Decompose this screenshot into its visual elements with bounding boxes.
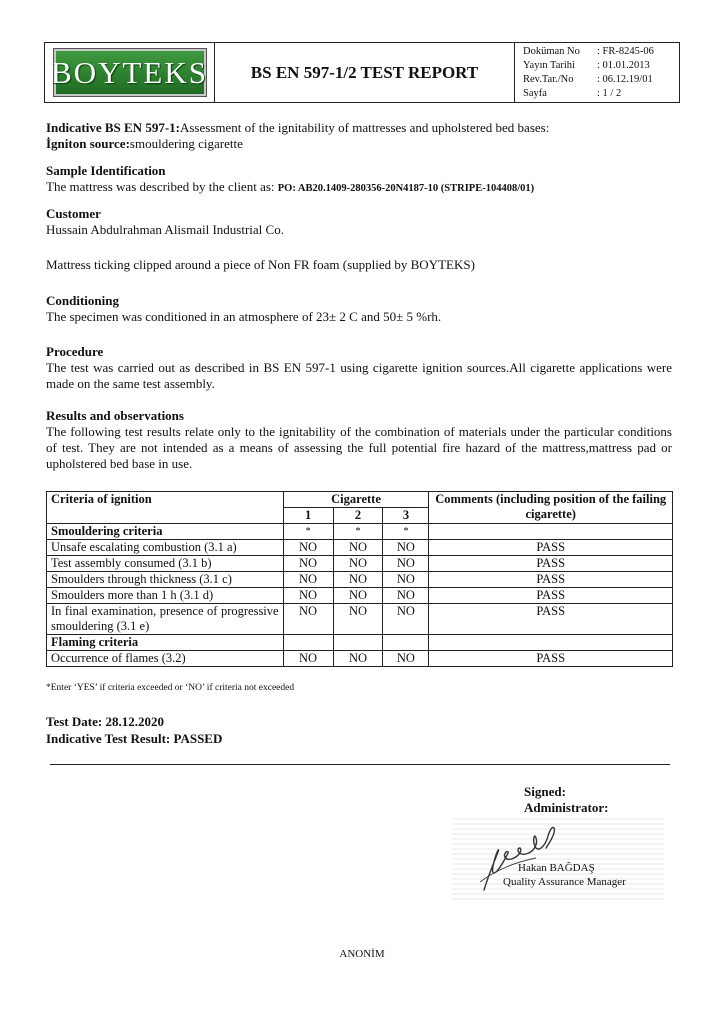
doc-info-row: Yayın Tarihi : 01.01.2013 — [523, 60, 650, 71]
customer-name: Hussain Abdulrahman Alismail Industrial Co. — [46, 222, 284, 237]
intro-section — [46, 120, 672, 152]
results-text: The following test results relate only to the ignitability of the combination of materials under the particular conditions of test. They are not intended as a means of assessing the full potential fire hazard of the mattress,mattress pad or upholstered bed base in use. — [46, 424, 672, 471]
sample-text: The mattress was described by the client as: PO: AB20.1409-280356-20N4187-10 (STRIPE-104408/01) — [46, 179, 535, 194]
star-cell: * — [333, 524, 383, 540]
procedure-heading: Procedure — [46, 344, 104, 359]
table-row: Unsafe escalating combustion (3.1 a) NO NO NO PASS — [47, 540, 673, 556]
signer-name: Hakan BAĞDAŞ — [518, 862, 595, 874]
sample-section — [46, 163, 672, 197]
indicative-line: Indicative BS EN 597-1:Assessment of the ignitability of mattresses and upholstered bed bases: — [46, 120, 550, 135]
table-row: Smoulders more than 1 h (3.1 d) NO NO NO PASS — [47, 588, 673, 604]
signed-label: Signed: — [524, 784, 566, 799]
criteria-header: Criteria of ignition — [47, 492, 284, 524]
results-table — [46, 491, 673, 667]
cigarette-2: 2 — [333, 508, 383, 524]
procedure-text: The test was carried out as described in BS EN 597-1 using cigarette ignition sources.All cigarette applications were made on the same test assembly. — [46, 360, 672, 391]
report-header — [44, 42, 680, 103]
document-info — [515, 43, 679, 102]
star-cell: * — [383, 524, 429, 540]
cigarette-1: 1 — [283, 508, 333, 524]
table-header-row — [47, 492, 673, 508]
table-footnote: *Enter ‘YES’ if criteria exceeded or ‘NO’ if criteria not exceeded — [46, 683, 295, 693]
smouldering-heading-row — [47, 524, 673, 540]
doc-info-row: Doküman No : FR-8245-06 — [523, 46, 654, 57]
signer-title: Quality Assurance Manager — [503, 876, 626, 888]
customer-heading: Customer — [46, 206, 101, 221]
footer-classification: ANONİM — [339, 948, 385, 960]
test-result: Indicative Test Result: PASSED — [46, 731, 223, 746]
smouldering-heading: Smouldering criteria — [47, 524, 284, 540]
results-heading: Results and observations — [46, 408, 184, 423]
customer-section — [46, 206, 672, 238]
table-row: Test assembly consumed (3.1 b) NO NO NO PASS — [47, 556, 673, 572]
doc-info-row: Rev.Tar./No : 06.12.19/01 — [523, 74, 653, 85]
test-date: Test Date: 28.12.2020 — [46, 714, 164, 729]
table-row: In final examination, presence of progressive smouldering (3.1 e) NO NO NO PASS — [47, 604, 673, 635]
cigarette-3: 3 — [383, 508, 429, 524]
conditioning-section — [46, 293, 672, 325]
conditioning-text: The specimen was conditioned in an atmosphere of 23± 2 C and 50± 5 %rh. — [46, 309, 442, 324]
sample-description: Mattress ticking clipped around a piece of Non FR foam (supplied by BOYTEKS) — [46, 257, 475, 272]
boyteks-logo: BOYTEKS — [54, 49, 206, 96]
report-title: BS EN 597-1/2 TEST REPORT — [215, 43, 515, 102]
conditioning-heading: Conditioning — [46, 293, 119, 308]
procedure-section — [46, 344, 672, 392]
doc-info-row: Sayfa : 1 / 2 — [523, 88, 622, 99]
flaming-heading: Flaming criteria — [47, 635, 284, 651]
flaming-heading-row — [47, 635, 673, 651]
star-cell: * — [283, 524, 333, 540]
po-number: PO: AB20.1409-280356-20N4187-10 (STRIPE-104408/01) — [277, 183, 535, 194]
ignition-line: İgniton source:smouldering cigarette — [46, 136, 243, 151]
sample-heading: Sample Identification — [46, 163, 166, 178]
table-row: Occurrence of flames (3.2) NO NO NO PASS — [47, 651, 673, 667]
logo-cell — [45, 43, 215, 102]
administrator-label: Administrator: — [524, 800, 609, 815]
results-section — [46, 408, 672, 472]
comments-header: Comments (including position of the failing cigarette) — [429, 492, 673, 524]
table-row: Smoulders through thickness (3.1 c) NO NO NO PASS — [47, 572, 673, 588]
divider-line — [50, 764, 670, 765]
cigarette-header: Cigarette — [283, 492, 429, 508]
